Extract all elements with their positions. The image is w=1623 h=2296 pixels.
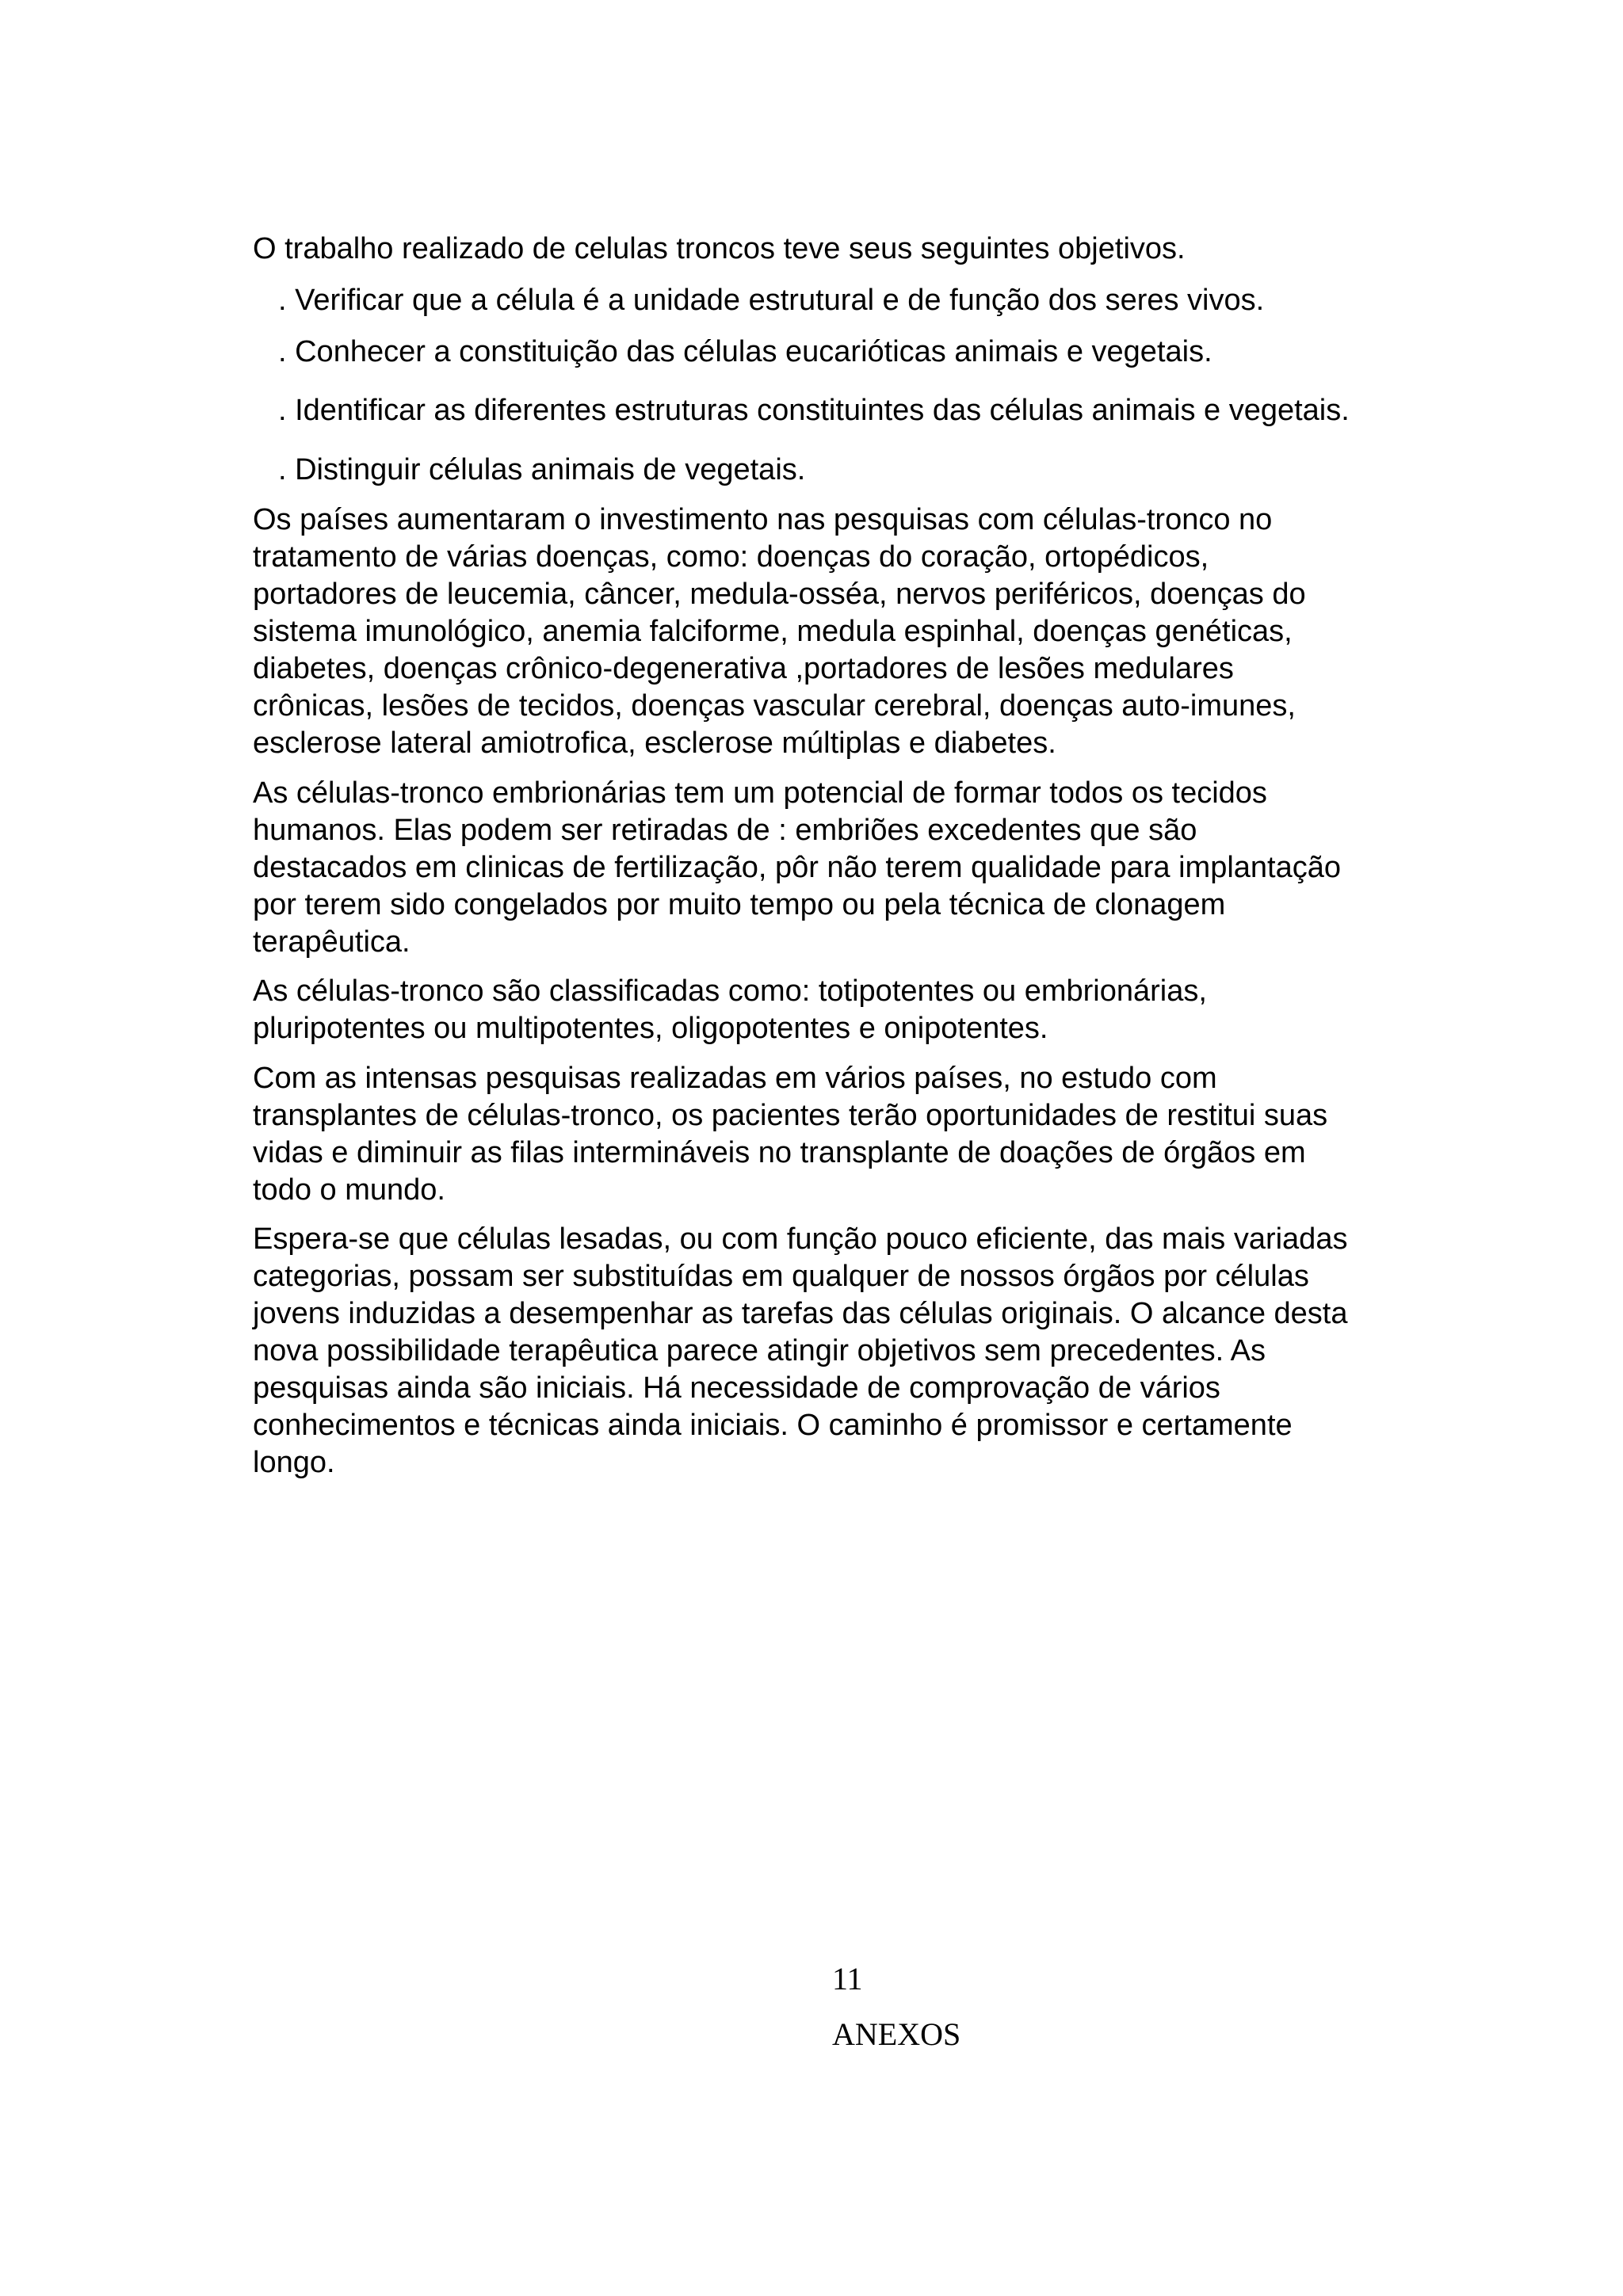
paragraph-line: conhecimentos e técnicas ainda iniciais. O caminho é promissor e certamente — [253, 1409, 1293, 1442]
objective-item: . Conhecer a constituição das células eucarióticas animais e vegetais. — [278, 335, 1212, 368]
paragraph-line: humanos. Elas podem ser retiradas de : embriões excedentes que são — [253, 814, 1197, 847]
paragraph-line: Com as intensas pesquisas realizadas em vários países, no estudo com — [253, 1062, 1217, 1095]
paragraph-classification — [253, 973, 1489, 1047]
paragraph-line: categorias, possam ser substituídas em qualquer de nossos órgãos por células — [253, 1260, 1309, 1293]
paragraph-line: As células-tronco embrionárias tem um potencial de formar todos os tecidos — [253, 776, 1267, 810]
intro-text: O trabalho realizado de celulas troncos teve seus seguintes objetivos. — [253, 232, 1186, 265]
paragraph-line: longo. — [253, 1446, 335, 1479]
paragraph-line: jovens induzidas a desempenhar as tarefas das células originais. O alcance desta — [253, 1297, 1348, 1330]
paragraph-line: pluripotentes ou multipotentes, oligopotentes e onipotentes. — [253, 1012, 1048, 1045]
objectives-list — [253, 282, 1489, 489]
annex-heading: ANEXOS — [832, 2016, 961, 2052]
paragraph-line: destacados em clinicas de fertilização, pôr não terem qualidade para implantação — [253, 851, 1342, 884]
paragraph-embryonic — [253, 775, 1489, 961]
paragraph-outlook — [253, 1221, 1489, 1482]
paragraph-line: transplantes de células-tronco, os pacientes terão oportunidades de restitui suas — [253, 1099, 1328, 1132]
paragraph-line: portadores de leucemia, câncer, medula-osséa, nervos periféricos, doenças do — [253, 578, 1306, 611]
paragraph-line: As células-tronco são classificadas como: totipotentes ou embrionárias, — [253, 974, 1207, 1008]
paragraph-line: vidas e diminuir as filas intermináveis no transplante de doações de órgãos em — [253, 1136, 1306, 1169]
page-number: 11 — [832, 1961, 863, 1997]
page-body — [253, 231, 1489, 1482]
paragraph-line: diabetes, doenças crônico-degenerativa ,portadores de lesões medulares — [253, 652, 1234, 685]
paragraph-line: todo o mundo. — [253, 1173, 445, 1207]
paragraph-line: por terem sido congelados por muito tempo ou pela técnica de clonagem — [253, 888, 1226, 921]
paragraph-transplants — [253, 1060, 1489, 1209]
paragraph-line: terapêutica. — [253, 925, 411, 959]
paragraph-line: tratamento de várias doenças, como: doenças do coração, ortopédicos, — [253, 540, 1209, 574]
paragraph-line: crônicas, lesões de tecidos, doenças vascular cerebral, doenças auto-imunes, — [253, 689, 1296, 723]
objective-item: . Distinguir células animais de vegetais. — [278, 453, 806, 486]
paragraph-line: Espera-se que células lesadas, ou com função pouco eficiente, das mais variadas — [253, 1222, 1348, 1256]
objective-item: . Verificar que a célula é a unidade estrutural e de função dos seres vivos. — [278, 284, 1265, 317]
paragraph-line: Os países aumentaram o investimento nas pesquisas com células-tronco no — [253, 503, 1273, 536]
objective-item: . Identificar as diferentes estruturas constituintes das células animais e vegetais. — [278, 394, 1350, 427]
paragraph-line: esclerose lateral amiotrofica, esclerose múltiplas e diabetes. — [253, 727, 1056, 760]
paragraph-line: pesquisas ainda são iniciais. Há necessidade de comprovação de vários — [253, 1371, 1220, 1405]
paragraph-diseases — [253, 502, 1489, 762]
paragraph-line: sistema imunológico, anemia falciforme, medula espinhal, doenças genéticas, — [253, 615, 1293, 648]
paragraph-line: nova possibilidade terapêutica parece atingir objetivos sem precedentes. As — [253, 1334, 1266, 1367]
